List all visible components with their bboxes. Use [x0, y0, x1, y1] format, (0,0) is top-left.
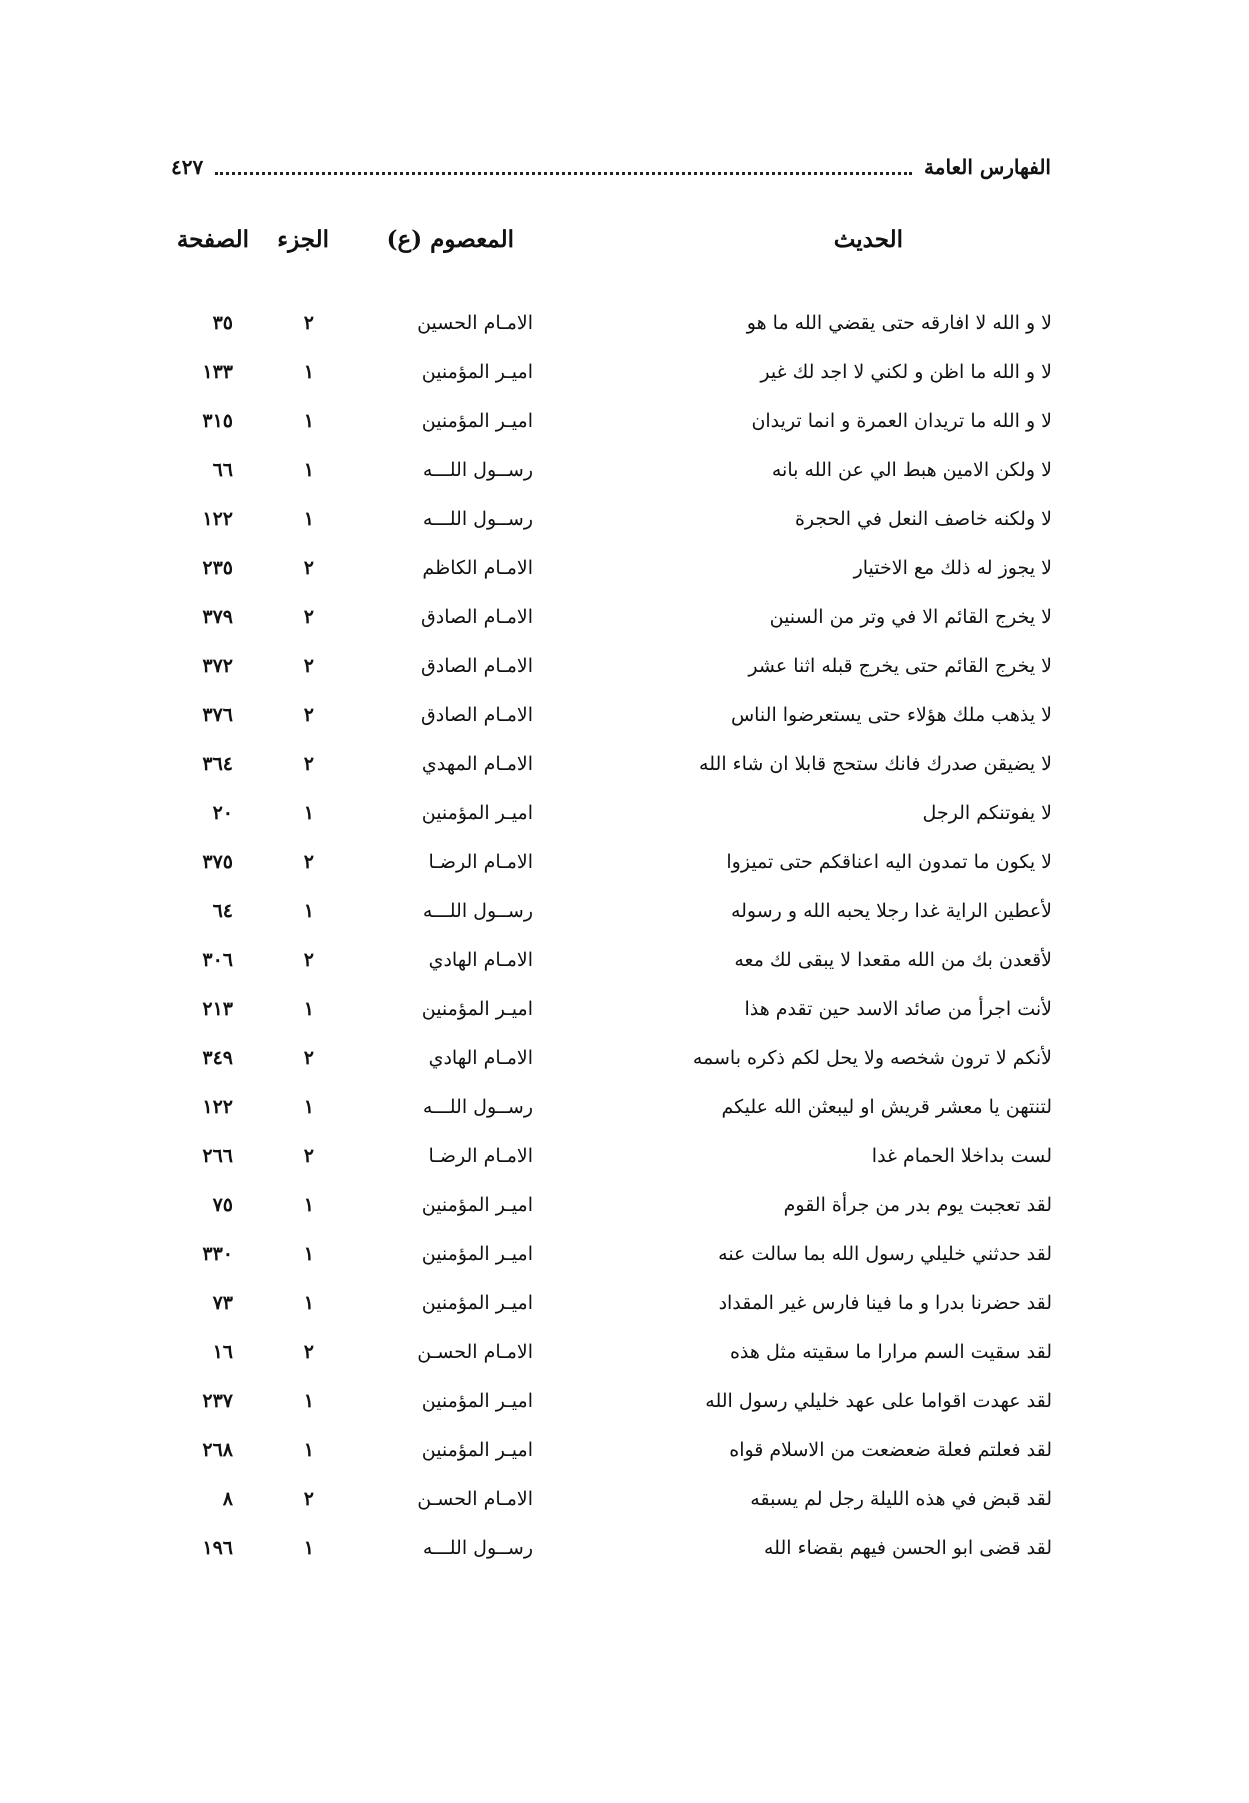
cell-hadith: لأنت اجرأ من صائد الاسد حين تقدم هذا	[744, 998, 1052, 1020]
cell-masum: رســول اللـــه	[422, 1537, 533, 1559]
cell-juz: ١	[303, 410, 314, 432]
cell-masum: رســول اللـــه	[422, 900, 533, 922]
cell-masum: الامـام الصادق	[421, 704, 533, 726]
cell-page: ٧٥	[212, 1194, 233, 1216]
table-row	[0, 551, 1249, 600]
column-header-masum: المعصوم (ع)	[386, 226, 514, 253]
table-row	[0, 600, 1249, 649]
cell-page: ٣١٥	[202, 410, 233, 432]
cell-page: ١٢٢	[202, 508, 233, 530]
cell-masum: الامـام الحسـن	[417, 1341, 533, 1363]
table-row	[0, 992, 1249, 1041]
cell-page: ٣٣٠	[202, 1243, 233, 1265]
column-header-juz: الجزء	[277, 226, 329, 253]
cell-juz: ٢	[303, 1145, 314, 1167]
cell-juz: ٢	[303, 655, 314, 677]
table-row	[0, 1090, 1249, 1139]
cell-hadith: لتنتهن يا معشر قريش او ليبعثن الله عليكم	[721, 1096, 1052, 1118]
cell-page: ٣٧٩	[202, 606, 233, 628]
table-row	[0, 747, 1249, 796]
cell-juz: ١	[303, 1439, 314, 1461]
table-row	[0, 355, 1249, 404]
cell-juz: ١	[303, 900, 314, 922]
table-row	[0, 1041, 1249, 1090]
cell-hadith: لا و الله ما تريدان العمرة و انما تريدان	[751, 410, 1052, 432]
cell-masum: اميـر المؤمنين	[421, 410, 533, 432]
cell-masum: اميـر المؤمنين	[421, 1194, 533, 1216]
table-row	[0, 453, 1249, 502]
cell-juz: ١	[303, 1194, 314, 1216]
cell-juz: ٢	[303, 949, 314, 971]
cell-juz: ٢	[303, 851, 314, 873]
cell-page: ٣٥	[212, 312, 233, 334]
cell-masum: رســول اللـــه	[422, 508, 533, 530]
cell-hadith: لا يضيقن صدرك فانك ستحج قابلا ان شاء الله	[699, 753, 1052, 775]
cell-masum: رســول اللـــه	[422, 1096, 533, 1118]
cell-masum: اميـر المؤمنين	[421, 1439, 533, 1461]
cell-page: ١٢٢	[202, 1096, 233, 1118]
table-row	[0, 1286, 1249, 1335]
cell-hadith: لا و الله لا افارقه حتى يقضي الله ما هو	[746, 312, 1052, 334]
cell-hadith: لا يفوتنكم الرجل	[922, 802, 1052, 824]
cell-hadith: لا يكون ما تمدون اليه اعناقكم حتى تميزوا	[726, 851, 1052, 873]
table-row	[0, 649, 1249, 698]
cell-masum: اميـر المؤمنين	[421, 802, 533, 824]
cell-masum: الامـام الرضـا	[428, 1145, 533, 1167]
cell-masum: الامـام الصادق	[421, 606, 533, 628]
cell-juz: ٢	[303, 1341, 314, 1363]
table-row	[0, 502, 1249, 551]
cell-page: ٢٠	[212, 802, 233, 824]
cell-hadith: لا يخرج القائم الا في وتر من السنين	[769, 606, 1052, 628]
cell-page: ٢٦٦	[202, 1145, 233, 1167]
cell-hadith: لأنكم لا ترون شخصه ولا يحل لكم ذكره باسمه	[692, 1047, 1052, 1069]
cell-hadith: لأقعدن بك من الله مقعدا لا يبقى لك معه	[734, 949, 1052, 971]
cell-page: ٧٣	[212, 1292, 233, 1314]
column-headers	[0, 226, 1249, 266]
cell-hadith: لقد تعجبت يوم بدر من جرأة القوم	[783, 1194, 1052, 1216]
table-row	[0, 1188, 1249, 1237]
cell-juz: ١	[303, 998, 314, 1020]
cell-juz: ١	[303, 1292, 314, 1314]
table-row	[0, 894, 1249, 943]
table-row	[0, 1335, 1249, 1384]
cell-juz: ١	[303, 1096, 314, 1118]
cell-masum: الامـام الرضـا	[428, 851, 533, 873]
cell-masum: اميـر المؤمنين	[421, 998, 533, 1020]
cell-masum: اميـر المؤمنين	[421, 361, 533, 383]
cell-page: ٨	[222, 1488, 233, 1510]
cell-juz: ١	[303, 1243, 314, 1265]
table-row	[0, 796, 1249, 845]
table-row	[0, 1531, 1249, 1580]
dotted-leader	[215, 172, 912, 175]
cell-hadith: لا ولكنه خاصف النعل في الحجرة	[794, 508, 1052, 530]
cell-hadith: لقد عهدت اقواما على عهد خليلي رسول الله	[705, 1390, 1052, 1412]
cell-juz: ٢	[303, 704, 314, 726]
cell-hadith: لقد سقيت السم مرارا ما سقيته مثل هذه	[729, 1341, 1052, 1363]
cell-page: ١٣٣	[202, 361, 233, 383]
cell-page: ٦٤	[212, 900, 233, 922]
cell-juz: ١	[303, 508, 314, 530]
cell-page: ٢١٣	[202, 998, 233, 1020]
cell-hadith: لقد فعلتم فعلة ضعضعت من الاسلام قواه	[729, 1439, 1052, 1461]
table-row	[0, 698, 1249, 747]
table-row	[0, 845, 1249, 894]
cell-juz: ١	[303, 459, 314, 481]
cell-page: ٦٦	[212, 459, 233, 481]
cell-masum: اميـر المؤمنين	[421, 1390, 533, 1412]
table-row	[0, 1237, 1249, 1286]
cell-hadith: لست بداخلا الحمام غدا	[871, 1145, 1052, 1167]
cell-juz: ١	[303, 361, 314, 383]
cell-hadith: لا ولكن الامين هبط الي عن الله بانه	[771, 459, 1052, 481]
cell-hadith: لقد حضرنا بدرا و ما فينا فارس غير المقداد	[718, 1292, 1052, 1314]
cell-hadith: لأعطين الراية غدا رجلا يحبه الله و رسوله	[730, 900, 1052, 922]
running-header-title: الفهارس العامة	[924, 155, 1051, 179]
cell-juz: ٢	[303, 1488, 314, 1510]
cell-masum: اميـر المؤمنين	[421, 1292, 533, 1314]
cell-page: ١٩٦	[202, 1537, 233, 1559]
table-row	[0, 404, 1249, 453]
cell-page: ٣٧٦	[202, 704, 233, 726]
cell-juz: ٢	[303, 557, 314, 579]
cell-hadith: لقد قبض في هذه الليلة رجل لم يسبقه	[750, 1488, 1052, 1510]
cell-page: ١٦	[212, 1341, 233, 1363]
cell-page: ٢٣٧	[202, 1390, 233, 1412]
cell-hadith: لا و الله ما اظن و لكني لا اجد لك غير	[760, 361, 1052, 383]
cell-juz: ١	[303, 1537, 314, 1559]
cell-juz: ١	[303, 1390, 314, 1412]
cell-masum: الامـام الهادي	[428, 1047, 533, 1069]
cell-masum: رســول اللـــه	[422, 459, 533, 481]
table-row	[0, 1482, 1249, 1531]
cell-hadith: لقد قضى ابو الحسن فيهم بقضاء الله	[764, 1537, 1052, 1559]
cell-masum: الامـام الكاظم	[422, 557, 533, 579]
running-header	[171, 150, 1051, 184]
cell-page: ٣٦٤	[202, 753, 233, 775]
cell-masum: الامـام الهادي	[428, 949, 533, 971]
table-row	[0, 943, 1249, 992]
cell-page: ٣٤٩	[202, 1047, 233, 1069]
cell-juz: ٢	[303, 753, 314, 775]
cell-page: ٣٧٥	[202, 851, 233, 873]
cell-hadith: لا يجوز له ذلك مع الاختيار	[853, 557, 1052, 579]
cell-juz: ٢	[303, 312, 314, 334]
page-number: ٤٢٧	[171, 155, 204, 179]
cell-hadith: لقد حدثني خليلي رسول الله بما سالت عنه	[718, 1243, 1052, 1265]
cell-masum: الامـام الصادق	[421, 655, 533, 677]
table-row	[0, 1384, 1249, 1433]
table-row	[0, 1433, 1249, 1482]
cell-masum: الامـام المهدي	[421, 753, 533, 775]
cell-page: ٢٣٥	[202, 557, 233, 579]
cell-hadith: لا يخرج القائم حتى يخرج قبله اثنا عشر	[748, 655, 1052, 677]
column-header-safha: الصفحة	[176, 226, 249, 253]
cell-page: ٢٦٨	[202, 1439, 233, 1461]
index-table	[0, 306, 1249, 1580]
column-header-hadith: الحديث	[833, 226, 903, 253]
cell-juz: ٢	[303, 606, 314, 628]
table-row	[0, 306, 1249, 355]
table-row	[0, 1139, 1249, 1188]
cell-masum: اميـر المؤمنين	[421, 1243, 533, 1265]
cell-masum: الامـام الحسـن	[417, 1488, 533, 1510]
cell-masum: الامـام الحسين	[417, 312, 533, 334]
cell-page: ٣٠٦	[202, 949, 233, 971]
cell-juz: ٢	[303, 1047, 314, 1069]
cell-juz: ١	[303, 802, 314, 824]
cell-hadith: لا يذهب ملك هؤلاء حتى يستعرضوا الناس	[730, 704, 1052, 726]
cell-page: ٣٧٢	[202, 655, 233, 677]
